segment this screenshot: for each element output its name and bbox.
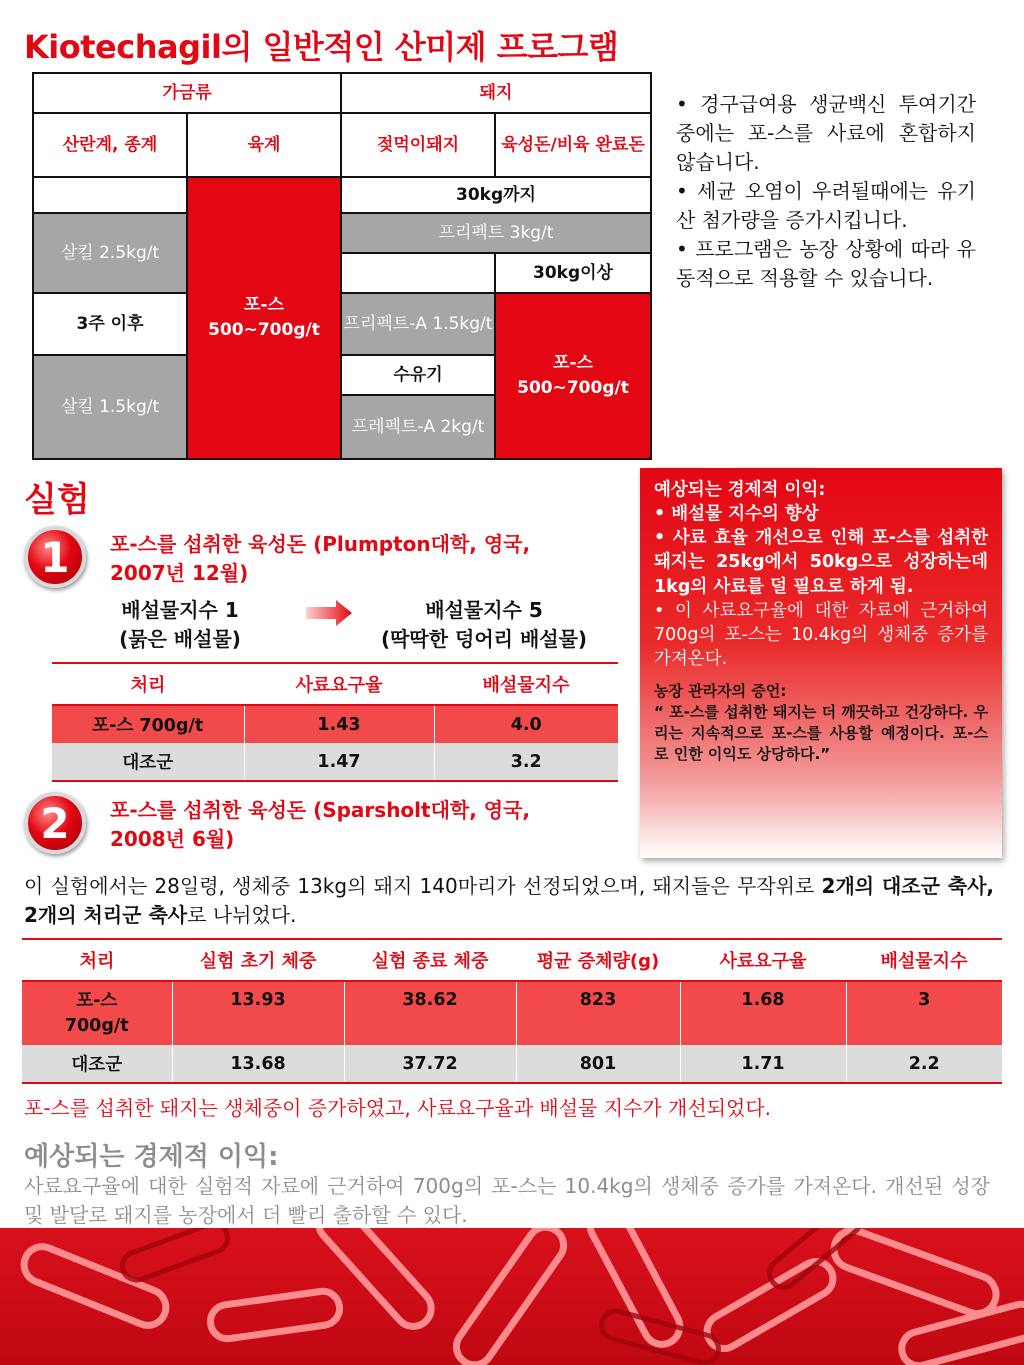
- up-to-30kg: 30kg까지: [340, 176, 652, 214]
- empty-cell-2: [340, 252, 496, 294]
- table-cell: 포-스 700g/t: [52, 705, 244, 743]
- number-badge-1: 1: [24, 526, 86, 588]
- prefect-3kg: 프리펙트 3kg/t: [340, 212, 652, 254]
- program-table: [32, 72, 652, 460]
- testimony-text: “ 포-스를 섭취한 돼지는 더 깨끗하고 건강하다. 우리는 지속적으로 포-스를 사용할 예정이다. 포-스로 인한 이익도 상당하다.”: [654, 703, 988, 764]
- note-item: • 경구급여용 생균백신 투여기간 중에는 포-스를 사료에 혼합하지 않습니다.: [676, 92, 976, 174]
- conclusion-text: 포-스를 섭취한 돼지는 생체중이 증가하였고, 사료요구율과 배설물 지수가 개선되었다.: [24, 1096, 771, 1120]
- table-row: [22, 981, 1002, 1045]
- arrow-right-icon: [306, 600, 352, 626]
- col-header: 실험 종료 체중: [344, 939, 516, 981]
- table-cell: 1.47: [244, 743, 434, 781]
- table-cell: 3.2: [434, 743, 618, 781]
- exp2-text-a: 이 실험에서는 28일령, 생체중 13kg의 돼지 140마리가 선정되었으며, 돼지들은 무작위로: [24, 874, 822, 898]
- economic-title: 예상되는 경제적 이익:: [24, 1142, 279, 1172]
- col-header: 사료요구율: [680, 939, 846, 981]
- table-cell: 823: [516, 981, 680, 1045]
- table-cell: 38.62: [344, 981, 516, 1045]
- exp1-heading: 포-스를 섭취한 육성돈 (Plumpton대학, 영국, 2007년 12월): [110, 532, 531, 585]
- benefit-item: • 배설물 지수의 향상: [654, 504, 819, 525]
- exp2-heading: 포-스를 섭취한 육성돈 (Sparsholt대학, 영국, 2008년 6월): [110, 798, 531, 851]
- index-5-label: [350, 596, 618, 654]
- over-30kg: 30kg이상: [494, 252, 652, 294]
- col-header: 배설물지수: [846, 939, 1002, 981]
- prefect-a-1-5: 프리펙트-A 1.5kg/t: [340, 292, 496, 356]
- header-pig: 돼지: [340, 72, 652, 114]
- table-row: [52, 743, 618, 781]
- after-3-weeks: 3주 이후: [32, 292, 188, 356]
- exp2-text-b: 2개의 대조군 축사, 2개의 처리군 축사: [24, 874, 995, 927]
- table-cell: 대조군: [52, 743, 244, 781]
- exp1-table: [52, 662, 618, 782]
- benefit-box: [640, 468, 1002, 858]
- note-item: • 세균 오염이 우려될때에는 유기산 첨가량을 증가시킵니다.: [676, 179, 976, 232]
- prefect-a-2: 프레펙트-A 2kg/t: [340, 394, 496, 460]
- benefit-item: • 사료 효율 개선으로 인해 포-스를 섭취한 돼지는 25kg에서 50kg으로 성장하는데 1kg의 사료를 덜 필요로 하게 됨.: [654, 528, 988, 597]
- salkil-2-5: 살킬 2.5kg/t: [32, 212, 188, 294]
- table-header-row: [52, 663, 618, 705]
- note-item: • 프로그램은 농장 상황에 따라 유동적으로 적용할 수 있습니다.: [676, 237, 976, 290]
- header-broiler: 육계: [186, 112, 342, 178]
- table-cell: 37.72: [344, 1045, 516, 1083]
- benefit-title: 예상되는 경제적 이익:: [654, 480, 826, 500]
- table-cell: 포-스 700g/t: [22, 981, 172, 1045]
- index-1-label: [100, 596, 260, 654]
- index-5-line1: 배설물지수 5: [425, 598, 543, 622]
- table-cell: 13.93: [172, 981, 344, 1045]
- exp2-table: [22, 938, 1002, 1084]
- header-layer: 산란계, 종계: [32, 112, 188, 178]
- testimony-title: 농장 관라자의 증언:: [654, 682, 787, 701]
- col-header: 평균 증체량(g): [516, 939, 680, 981]
- header-piglet: 젖먹이돼지: [340, 112, 496, 178]
- table-cell: 801: [516, 1045, 680, 1083]
- salkil-1-5: 살킬 1.5kg/t: [32, 354, 188, 460]
- empty-cell: [32, 176, 188, 214]
- index-1-line1: 배설물지수 1: [121, 598, 239, 622]
- table-cell: 4.0: [434, 705, 618, 743]
- header-poultry: 가금류: [32, 72, 342, 114]
- table-cell: 대조군: [22, 1045, 172, 1083]
- decorative-bacteria-banner: [0, 1228, 1024, 1365]
- benefit-item: • 이 사료요구율에 대한 자료에 근거하여 700g의 포-스는 10.4kg의 생체중 증가를 가져온다.: [654, 600, 988, 669]
- col-header: 배설물지수: [434, 663, 618, 705]
- table-cell: 2.2: [846, 1045, 1002, 1083]
- table-cell: 3: [846, 981, 1002, 1045]
- table-header-row: [22, 939, 1002, 981]
- col-header: 처리: [22, 939, 172, 981]
- table-cell: 13.68: [172, 1045, 344, 1083]
- index-1-line2: (묽은 배설물): [119, 627, 241, 651]
- table-cell: 1.68: [680, 981, 846, 1045]
- exp2-description: [24, 872, 994, 930]
- table-cell: 1.43: [244, 705, 434, 743]
- table-row: [22, 1045, 1002, 1083]
- forx-grower: 포-스 500~700g/t: [494, 292, 652, 460]
- table-row: [52, 705, 618, 743]
- page-title: Kiotechagil의 일반적인 산미제 프로그램: [24, 28, 619, 66]
- notes-list: [676, 90, 976, 293]
- exp2-text-c: 로 나뉘었다.: [187, 903, 297, 927]
- col-header: 사료요구율: [244, 663, 434, 705]
- economic-text: 사료요구율에 대한 실험적 자료에 근거하여 700g의 포-스는 10.4kg의 생체중 증가를 가져온다. 개선된 성장 및 발달로 돼지를 농장에서 더 빨리 출하할 수 있다.: [24, 1174, 990, 1227]
- header-grower: 육성돈/비육 완료돈: [494, 112, 652, 178]
- index-5-line2: (딱딱한 덩어리 배설물): [380, 627, 588, 651]
- col-header: 실험 초기 체중: [172, 939, 344, 981]
- col-header: 처리: [52, 663, 244, 705]
- forx-broiler: 포-스 500~700g/t: [186, 176, 342, 460]
- table-cell: 1.71: [680, 1045, 846, 1083]
- lactation: 수유기: [340, 354, 496, 396]
- experiment-title: 실험: [24, 480, 90, 520]
- number-badge-2: 2: [24, 792, 86, 854]
